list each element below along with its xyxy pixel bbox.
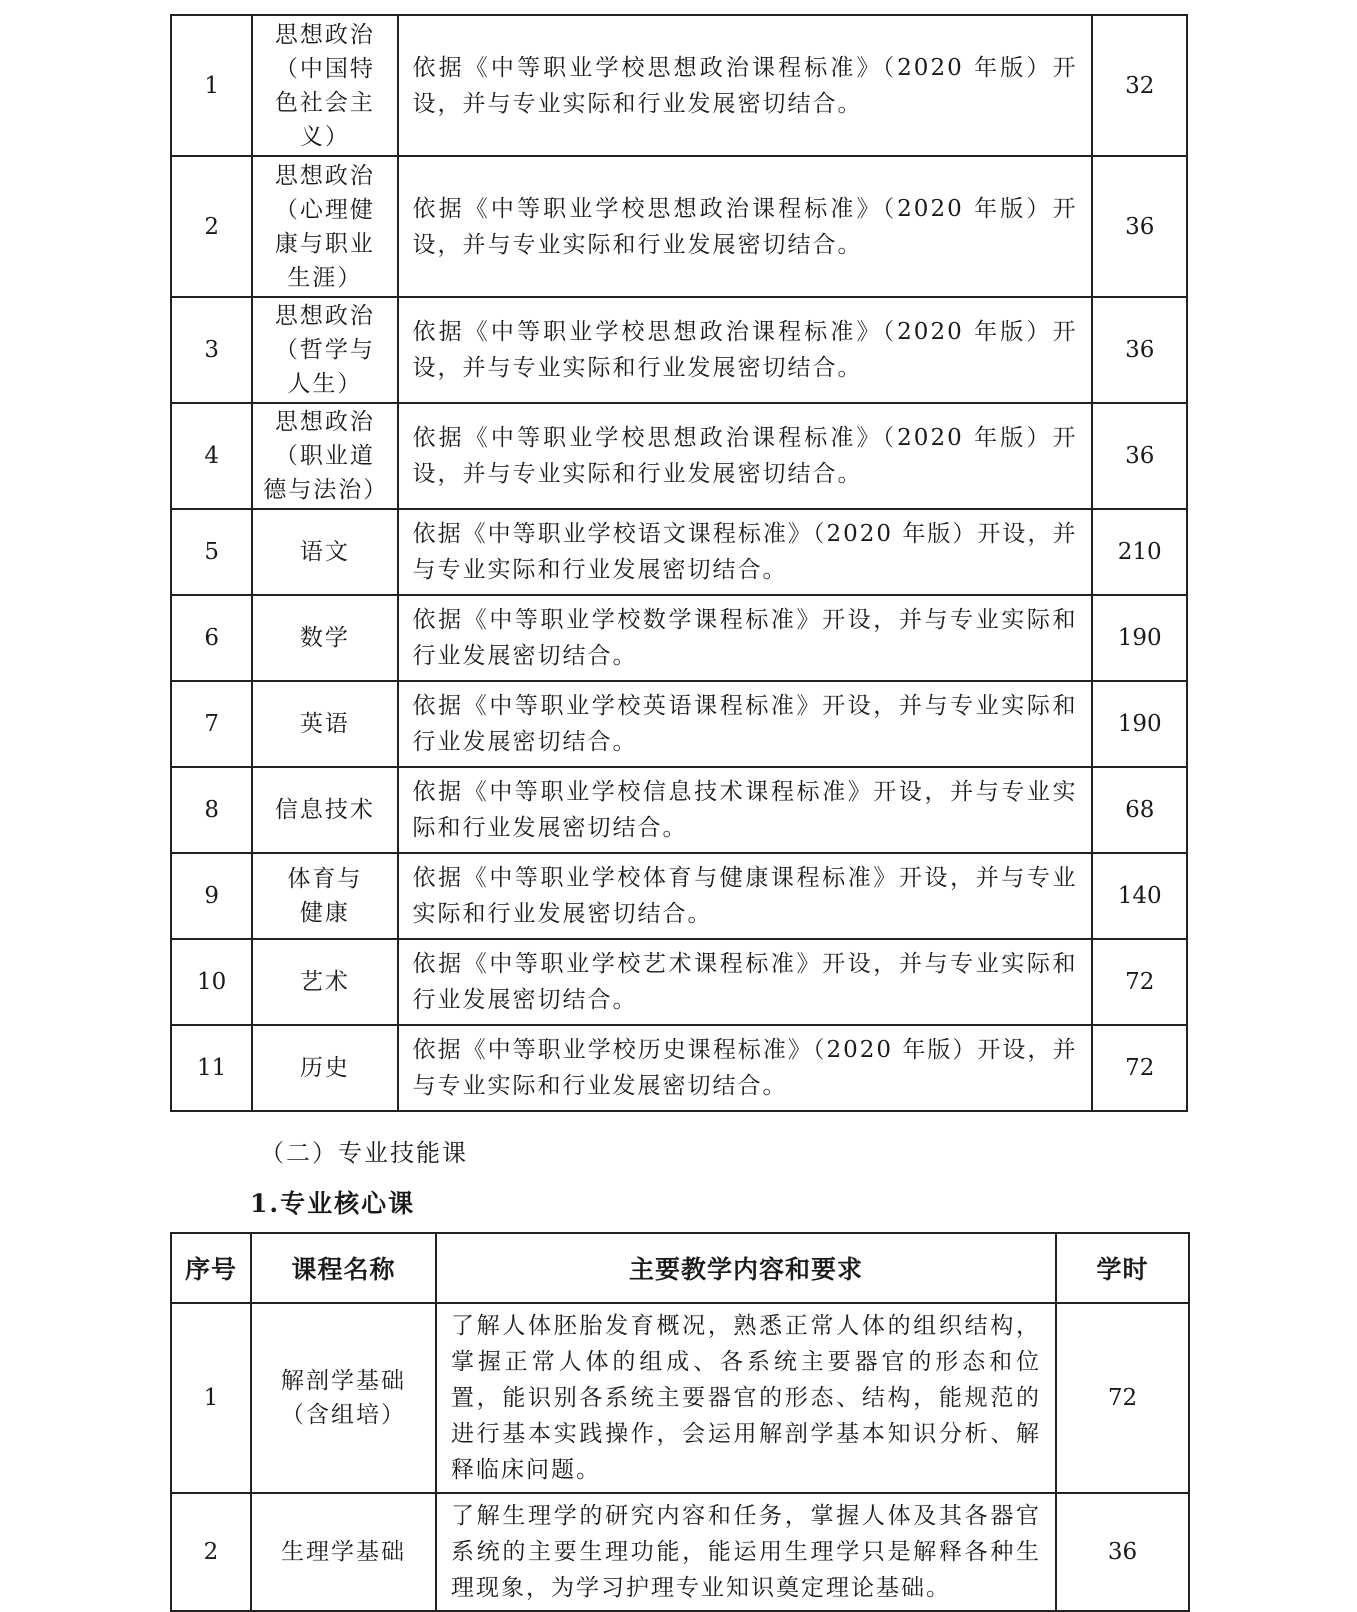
header-hours: 学时: [1056, 1233, 1189, 1303]
course-number: 10: [171, 939, 252, 1025]
course-description: 依据《中等职业学校思想政治课程标准》（2020 年版）开设，并与专业实际和行业发展密切结合。: [398, 403, 1093, 509]
course-number: 1: [171, 15, 252, 156]
header-content: 主要教学内容和要求: [436, 1233, 1056, 1303]
section-heading: （二）专业技能课: [260, 1139, 468, 1167]
course-hours: 36: [1092, 297, 1187, 403]
subsection-heading: 1.专业核心课: [250, 1189, 416, 1218]
header-course-name: 课程名称: [251, 1233, 436, 1303]
table-row: [171, 156, 1187, 297]
header-number: 序号: [171, 1233, 251, 1303]
course-description: 依据《中等职业学校思想政治课程标准》（2020 年版）开设，并与专业实际和行业发展密切结合。: [398, 156, 1093, 297]
course-description: 依据《中等职业学校思想政治课程标准》（2020 年版）开设，并与专业实际和行业发展密切结合。: [398, 15, 1093, 156]
course-name: 思想政治（心理健康与职业生涯）: [252, 156, 397, 297]
table-row: [171, 1303, 1189, 1493]
course-number: 8: [171, 767, 252, 853]
table-row: [171, 15, 1187, 156]
table-row: [171, 853, 1187, 939]
course-hours: 36: [1092, 156, 1187, 297]
course-hours: 210: [1092, 509, 1187, 595]
course-hours: 72: [1092, 1025, 1187, 1111]
core-courses-table: [170, 1232, 1190, 1612]
table-row: [171, 297, 1187, 403]
course-description: 依据《中等职业学校思想政治课程标准》（2020 年版）开设，并与专业实际和行业发展密切结合。: [398, 297, 1093, 403]
course-number: 2: [171, 1493, 251, 1611]
course-name: 信息技术: [252, 767, 397, 853]
course-number: 6: [171, 595, 252, 681]
course-name: 艺术: [252, 939, 397, 1025]
course-description: 依据《中等职业学校数学课程标准》开设，并与专业实际和行业发展密切结合。: [398, 595, 1093, 681]
course-description: 依据《中等职业学校体育与健康课程标准》开设，并与专业实际和行业发展密切结合。: [398, 853, 1093, 939]
course-number: 3: [171, 297, 252, 403]
course-hours: 36: [1092, 403, 1187, 509]
course-number: 2: [171, 156, 252, 297]
course-number: 7: [171, 681, 252, 767]
course-description: 了解人体胚胎发育概况，熟悉正常人体的组织结构，掌握正常人体的组成、各系统主要器官的形态和位置，能识别各系统主要器官的形态、结构，能规范的进行基本实践操作，会运用解剖学基本知识分析、解释临床问题。: [436, 1303, 1056, 1493]
course-name: 解剖学基础（含组培）: [251, 1303, 436, 1493]
course-hours: 32: [1092, 15, 1187, 156]
course-name: 历史: [252, 1025, 397, 1111]
course-name: 语文: [252, 509, 397, 595]
course-number: 5: [171, 509, 252, 595]
table-row: [171, 681, 1187, 767]
table-row: [171, 509, 1187, 595]
course-number: 1: [171, 1303, 251, 1493]
course-description: 依据《中等职业学校英语课程标准》开设，并与专业实际和行业发展密切结合。: [398, 681, 1093, 767]
public-courses-table: [170, 14, 1188, 1112]
course-name: 思想政治（哲学与人生）: [252, 297, 397, 403]
table-header-row: [171, 1233, 1189, 1303]
course-name: 生理学基础: [251, 1493, 436, 1611]
table-row: [171, 595, 1187, 681]
course-name: 数学: [252, 595, 397, 681]
table-row: [171, 939, 1187, 1025]
course-description: 依据《中等职业学校信息技术课程标准》开设，并与专业实际和行业发展密切结合。: [398, 767, 1093, 853]
course-hours: 140: [1092, 853, 1187, 939]
course-name: 体育与健康: [252, 853, 397, 939]
course-hours: 72: [1092, 939, 1187, 1025]
table-row: [171, 1493, 1189, 1611]
table-row: [171, 1025, 1187, 1111]
course-number: 9: [171, 853, 252, 939]
course-description: 依据《中等职业学校语文课程标准》（2020 年版）开设，并与专业实际和行业发展密切结合。: [398, 509, 1093, 595]
course-name: 思想政治（职业道德与法治）: [252, 403, 397, 509]
course-description: 了解生理学的研究内容和任务，掌握人体及其各器官系统的主要生理功能，能运用生理学只是解释各种生理现象，为学习护理专业知识奠定理论基础。: [436, 1493, 1056, 1611]
course-name: 英语: [252, 681, 397, 767]
course-number: 11: [171, 1025, 252, 1111]
course-hours: 190: [1092, 595, 1187, 681]
course-name: 思想政治（中国特色社会主义）: [252, 15, 397, 156]
course-hours: 36: [1056, 1493, 1189, 1611]
course-hours: 68: [1092, 767, 1187, 853]
course-description: 依据《中等职业学校历史课程标准》（2020 年版）开设，并与专业实际和行业发展密切结合。: [398, 1025, 1093, 1111]
table-row: [171, 767, 1187, 853]
course-hours: 72: [1056, 1303, 1189, 1493]
table-row: [171, 403, 1187, 509]
course-hours: 190: [1092, 681, 1187, 767]
course-description: 依据《中等职业学校艺术课程标准》开设，并与专业实际和行业发展密切结合。: [398, 939, 1093, 1025]
course-number: 4: [171, 403, 252, 509]
